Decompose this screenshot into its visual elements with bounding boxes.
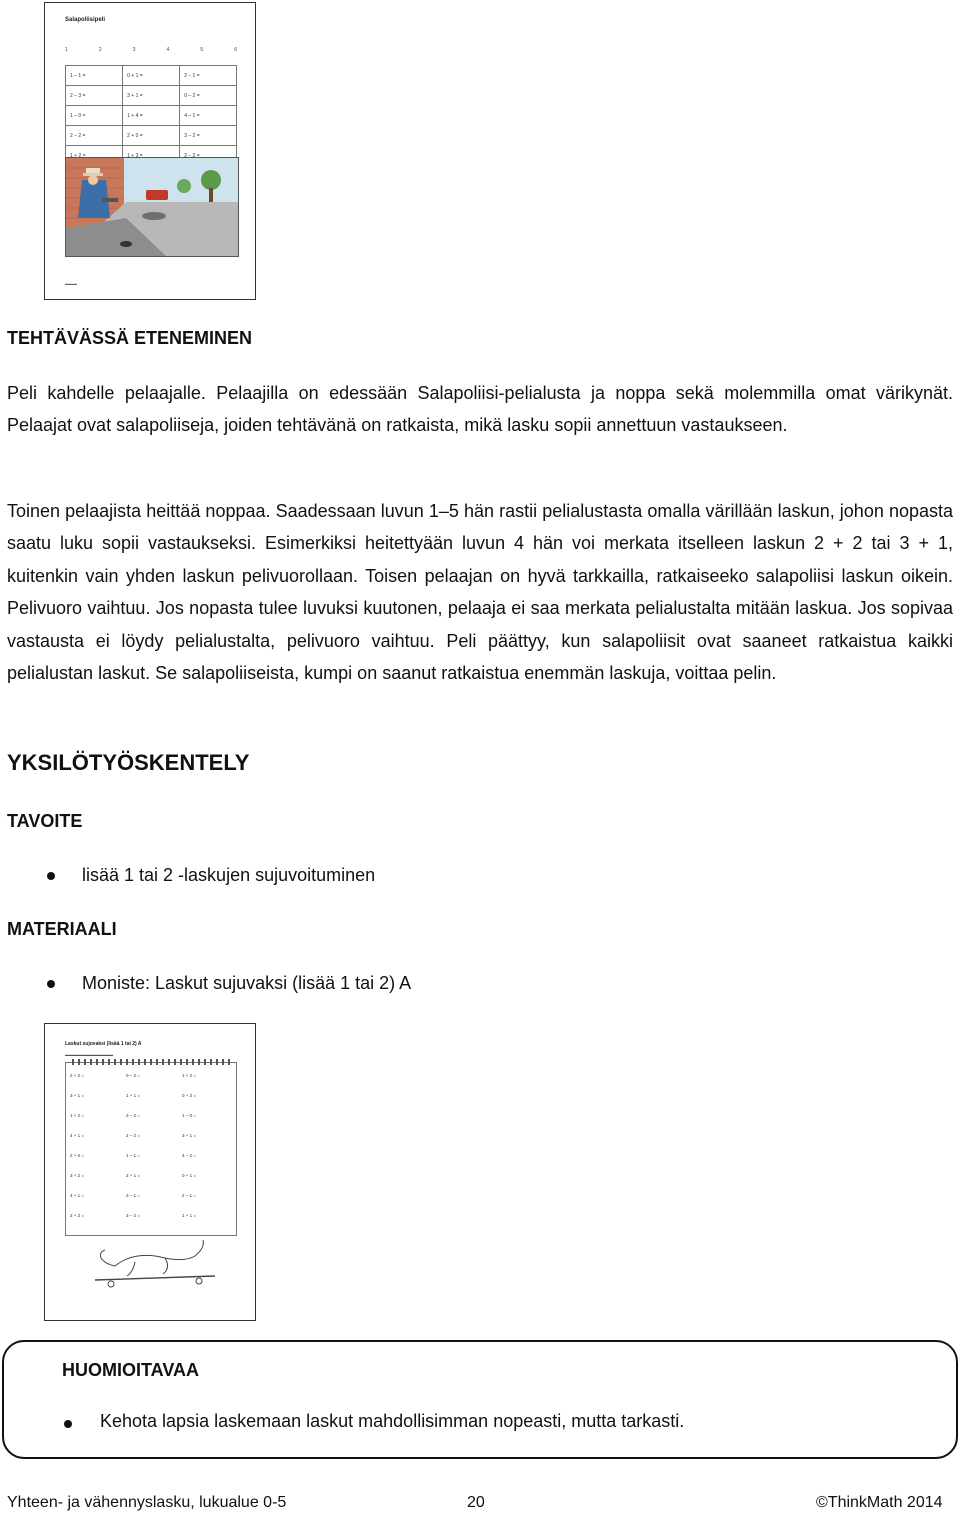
- material-heading: MATERIAALI: [7, 919, 117, 939]
- section-heading-individual: YKSILÖTYÖSKENTELY: [7, 750, 250, 775]
- worksheet-cell: 0 + 2 =: [182, 1093, 197, 1098]
- goal-item: lisää 1 tai 2 -laskujen sujuvoituminen: [82, 865, 376, 885]
- worksheet-cell: 2 + 2 =: [70, 1073, 85, 1078]
- worksheet-cell: 2 + 1 =: [126, 1173, 141, 1178]
- thumbnail-footer: ▬▬▬: [65, 281, 77, 286]
- dice-label: 6: [234, 47, 237, 53]
- worksheet-cell: 4 – 2 =: [182, 1153, 196, 1158]
- grid-cell: 2 – 3 =: [66, 86, 123, 106]
- worksheet-cell: 1 + 2 =: [182, 1073, 197, 1078]
- worksheet-cell: 1 + 2 =: [70, 1113, 85, 1118]
- worksheet-cell: 2 + 2 =: [70, 1213, 85, 1218]
- worksheet-cell: 4 + 1 =: [70, 1193, 85, 1198]
- worksheet-cell: 4 + 1 =: [70, 1133, 85, 1138]
- worksheet-cell: 0 – 2 =: [126, 1073, 140, 1078]
- worksheet-cell: 3 + 1 =: [70, 1093, 85, 1098]
- worksheet-instruction: ▬▬▬▬▬▬▬▬▬▬▬▬: [65, 1052, 113, 1057]
- goal-heading: TAVOITE: [7, 811, 83, 831]
- grid-cell: 2 + 0 =: [123, 126, 180, 146]
- game-grid: [65, 65, 237, 166]
- grid-cell: 1 + 4 =: [123, 106, 180, 126]
- dice-row: [65, 47, 237, 53]
- note-item: Kehota lapsia laskemaan laskut mahdollisimman nopeasti, mutta tarkasti.: [100, 1411, 685, 1431]
- grid-cell: 1 + 3 =: [123, 146, 180, 166]
- worksheet-cell: 2 + 0 =: [70, 1153, 85, 1158]
- worksheet-thumbnail: [44, 1023, 256, 1321]
- grid-cell: 1 + 2 =: [66, 146, 123, 166]
- material-item: Moniste: Laskut sujuvaksi (lisää 1 tai 2) A: [82, 973, 412, 993]
- grid-cell: 3 – 2 =: [180, 126, 237, 146]
- footer-copyright: ©ThinkMath 2014: [816, 1494, 943, 1511]
- dice-label: 2: [98, 47, 102, 53]
- bullet-icon: [47, 872, 55, 880]
- grid-cell: 2 – 1 =: [180, 66, 237, 86]
- worksheet-cell: 1 + 1 =: [126, 1093, 141, 1098]
- worksheet-cell: 2 – 1 =: [182, 1193, 196, 1198]
- grid-cell: 1 – 1 =: [66, 66, 123, 86]
- worksheet-cell: 0 + 1 =: [182, 1173, 197, 1178]
- grid-cell: 1 – 0 =: [66, 106, 123, 126]
- note-box: [2, 1340, 958, 1459]
- worksheet-cell: 3 – 2 =: [126, 1213, 140, 1218]
- grid-cell: 0 + 1 =: [123, 66, 180, 86]
- worksheet-cell: 3 + 2 =: [70, 1173, 85, 1178]
- dice-label: 4: [166, 47, 170, 53]
- spiral-binding: [72, 1059, 230, 1065]
- grid-cell: 3 + 1 =: [123, 86, 180, 106]
- note-heading: HUOMIOITAVAA: [62, 1360, 199, 1380]
- skateboard-animal-sketch: [75, 1228, 235, 1298]
- grid-cell: 4 – 1 =: [180, 106, 237, 126]
- grid-cell: 0 – 2 =: [180, 86, 237, 106]
- worksheet-cell: 3 – 1 =: [126, 1193, 140, 1198]
- page-number: 20: [467, 1494, 485, 1511]
- worksheet-cell: 1 + 1 =: [182, 1213, 197, 1218]
- dice-label: 3: [132, 47, 136, 53]
- detective-illustration: [65, 157, 239, 257]
- game-board-thumbnail: [44, 2, 256, 300]
- worksheet-cell: 1 – 0 =: [182, 1113, 196, 1118]
- thumbnail-title: Salapoliisipeli: [65, 17, 106, 23]
- grid-cell: 2 – 2 =: [66, 126, 123, 146]
- worksheet-cell: 3 – 2 =: [126, 1113, 140, 1118]
- grid-cell: 2 – 2 =: [180, 146, 237, 166]
- worksheet-cell: 2 – 2 =: [126, 1133, 140, 1138]
- footer-title: Yhteen- ja vähennyslasku, lukualue 0-5: [7, 1494, 287, 1511]
- dice-label: 5: [200, 47, 204, 53]
- dice-label: 1: [65, 47, 68, 53]
- worksheet-title: Laskut sujuvaksi (lisää 1 tai 2) A: [65, 1041, 142, 1047]
- worksheet-grid: [65, 1062, 237, 1236]
- paragraph-intro: Peli kahdelle pelaajalle. Pelaajilla on edessään Salapoliisi-pelialusta ja noppa sekä molemmilla omat värikynät. Pelaajat ovat salapoliiseja, joiden tehtävänä on ratkaista, mikä lasku sopii annettuun vastaukseen.: [7, 383, 953, 436]
- worksheet-cell: 1 – 1 =: [126, 1153, 140, 1158]
- section-heading-progress: TEHTÄVÄSSÄ ETENEMINEN: [7, 328, 253, 348]
- bullet-icon: [47, 980, 55, 988]
- paragraph-rules: Toinen pelaajista heittää noppaa. Saadessaan luvun 1–5 hän rastii pelialustasta omalla värillään laskun, johon nopasta saatu luku sopii vastaukseksi. Esimerkiksi heitettyään luvun 4 hän voi merkata itselleen laskun 2 + 2 tai 3 + 1, kuitenkin vain yhden laskun pelivuorollaan. Toisen pelaajan on hyvä tarkkailla, ratkaiseeko salapoliisi laskun oikein. Pelivuoro vaihtuu. Jos nopasta tulee luvuksi kuutonen, pelaaja ei saa merkata pelialustalta mitään laskua. Jos sopivaa vastausta ei löydy pelialustalta, pelivuoro vaihtuu. Peli päättyy, kun salapoliisit ovat saaneet ratkaistua kaikki pelialustan laskut. Se salapoliiseista, kumpi on saanut ratkaistua enemmän laskuja, voittaa pelin.: [7, 501, 953, 684]
- worksheet-cell: 3 + 1 =: [182, 1133, 197, 1138]
- bullet-icon: [64, 1420, 72, 1428]
